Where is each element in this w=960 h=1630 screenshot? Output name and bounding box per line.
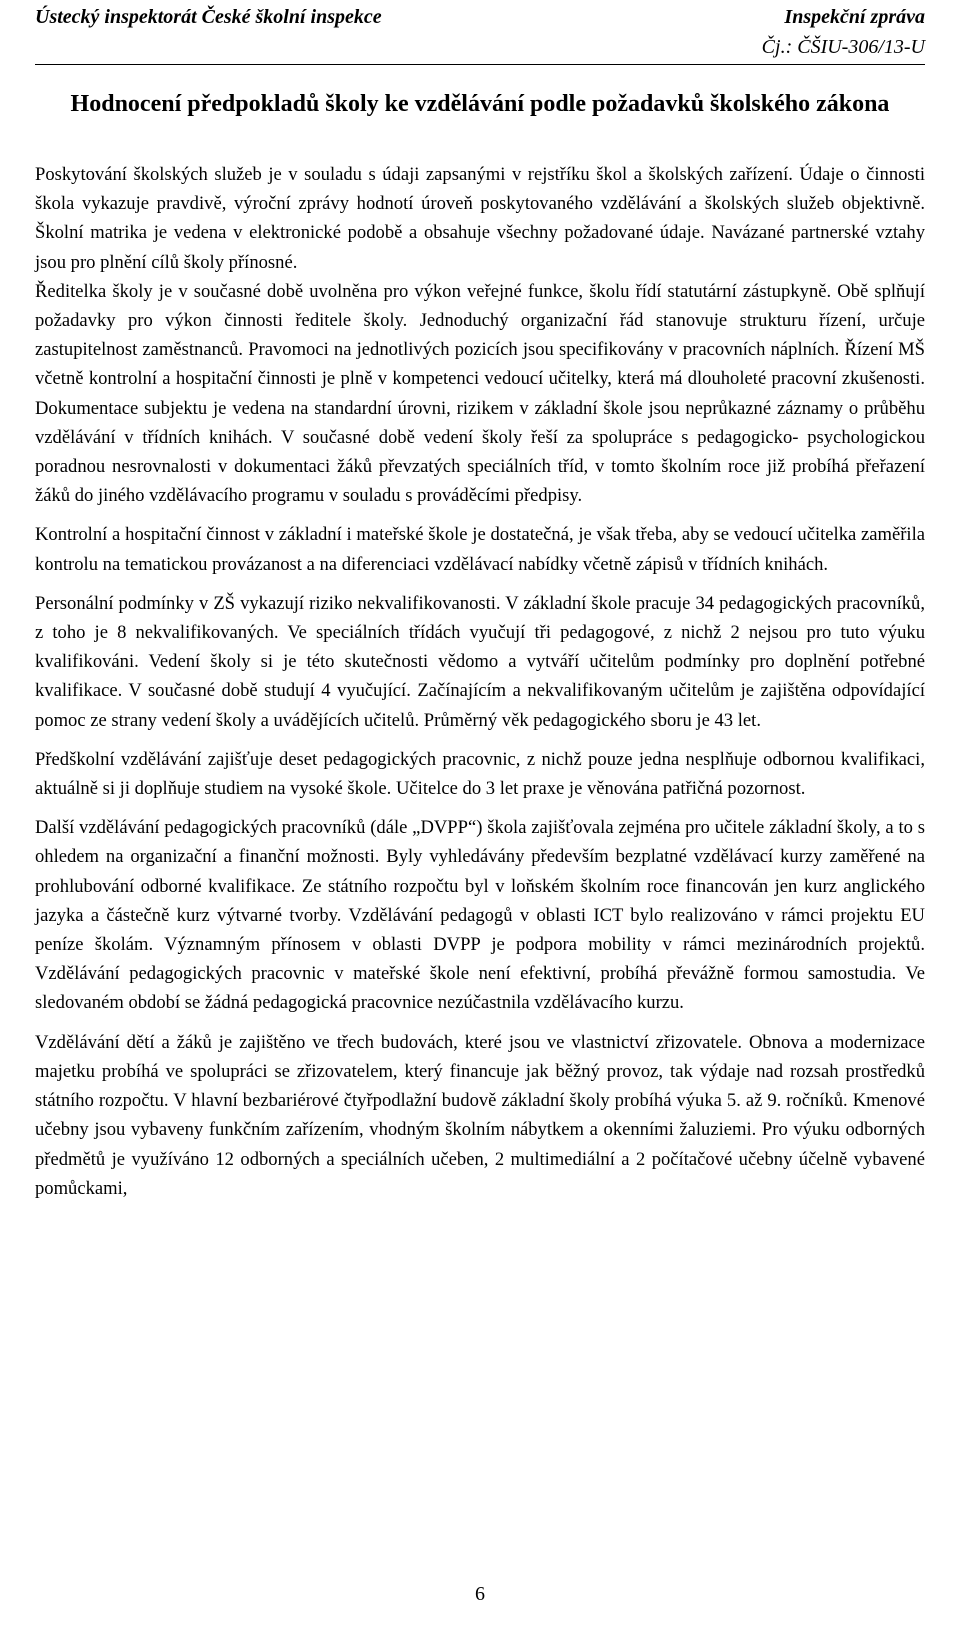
paragraph: Předškolní vzdělávání zajišťuje deset pedagogických pracovnic, z nichž pouze jedna nesplňuje odbornou kvalifikaci, aktuálně si ji doplňuje studiem na vysoké škole. Učitelce do 3 let praxe je věnována patřičná pozornost. [35,748,925,800]
page-header [35,6,925,65]
paragraph: Ředitelka školy je v současné době uvolněna pro výkon veřejné funkce, školu řídí statutární zástupkyně. Obě splňují požadavky pro výkon činnosti ředitele školy. Jednoduchý organizační řád stanovuje strukturu řízení, určuje zastupitelnost zaměstnanců. Pravomoci na jednotlivých pozicích jsou specifikovány v pracovních náplních. Řízení MŠ včetně kontrolní a hospitační činnosti je plně v kompetenci vedoucí učitelky, která má dlouholeté pracovní zkušenosti. Dokumentace subjektu je vedena na standardní úrovni, rizikem v základní škole jsou neprůkazné záznamy o průběhu vzdělávání v třídních knihách. V současné době vedení školy řeší za spolupráce s pedagogicko- psychologickou poradnou nesrovnalosti v dokumentaci žáků převzatých speciálních tříd, v tomto školním roce již probíhá přeřazení žáků do jiného vzdělávacího programu v souladu s prováděcími předpisy. [35,280,925,507]
section-title: Hodnocení předpokladů školy ke vzdělávání podle požadavků školského zákona [70,91,890,117]
paragraph: Poskytování školských služeb je v souladu s údaji zapsanými v rejstříku škol a školských zařízení. Údaje o činnosti škola vykazuje pravdivě, výroční zprávy hodnotí úroveň poskytovaného vzdělávání a školských služeb objektivně. Školní matrika je vedena v elektronické podobě a obsahuje všechny požadované údaje. Navázané partnerské vztahy jsou pro plnění cílů školy přínosné. [35,164,925,273]
body-text [35,160,925,1213]
paragraph: Personální podmínky v ZŠ vykazují riziko nekvalifikovanosti. V základní škole pracuje 34 pedagogických pracovníků, z toho je 8 nekvalifikovaných. Ve speciálních třídách vyučují tři pedagogové, z nichž 2 nejsou pro tuto výuku kvalifikováni. Vedení školy si je této skutečnosti vědomo a vytváří učitelům podmínky pro doplnění potřebné kvalifikace. V současné době studují 4 vyučující. Začínajícím a nekvalifikovaným učitelům je zajištěna odpovídající pomoc ze strany vedení školy a uvádějících učitelů. Průměrný věk pedagogického sboru je 43 let. [35,592,925,731]
paragraph: Kontrolní a hospitační činnost v základní i mateřské škole je dostatečná, je však třeba, aby se vedoucí učitelka zaměřila kontrolu na tematickou provázanost a na diferenciaci vzdělávací nabídky včetně zápisů v třídních knihách. [35,524,925,575]
paragraph: Další vzdělávání pedagogických pracovníků (dále „DVPP“) škola zajišťovala zejména pro učitele základní školy, a to s ohledem na organizační a finanční možnosti. Byly vyhledávány především bezplatné vzdělávací kurzy zaměřené na prohlubování odborné kvalifikace. Ze státního rozpočtu byl v loňském školním roce financován jen kurz anglického jazyka a částečně kurz výtvarné tvorby. Vzdělávání pedagogů v oblasti ICT bylo realizováno v rámci projektu EU peníze školám. Významným přínosem v oblasti DVPP je podpora mobility v rámci mezinárodních projektů. Vzdělávání pedagogických pracovnic v mateřské škole není efektivní, probíhá převážně formou samostudia. Ve sledovaném období se žádná pedagogická pracovnice nezúčastnila vzdělávacího kurzu. [35,817,925,1014]
header-report-type: Inspekční zpráva [784,6,925,28]
page-number: 6 [475,1583,485,1605]
paragraph: Vzdělávání dětí a žáků je zajištěno ve třech budovách, které jsou ve vlastnictví zřizovatele. Obnova a modernizace majetku probíhá ve spolupráci se zřizovatelem, který financuje jak běžný provoz, tak výdaje nad rozsah prostředků státního rozpočtu. V hlavní bezbariérové čtyřpodlažní budově základní školy probíhá výuka 5. až 9. ročníků. Kmenové učebny jsou vybaveny funkčním zařízením, vhodným školním nábytkem a okenními žaluziemi. Pro výuku odborných předmětů je využíváno 12 odborných a speciálních učeben, 2 multimediální a 2 počítačové učebny účelně vybavené pomůckami, [35,1031,925,1199]
header-inspectorate: Ústecký inspektorát České školní inspekce [35,6,382,28]
header-reference-number: Čj.: ČŠIU-306/13-U [761,36,925,58]
